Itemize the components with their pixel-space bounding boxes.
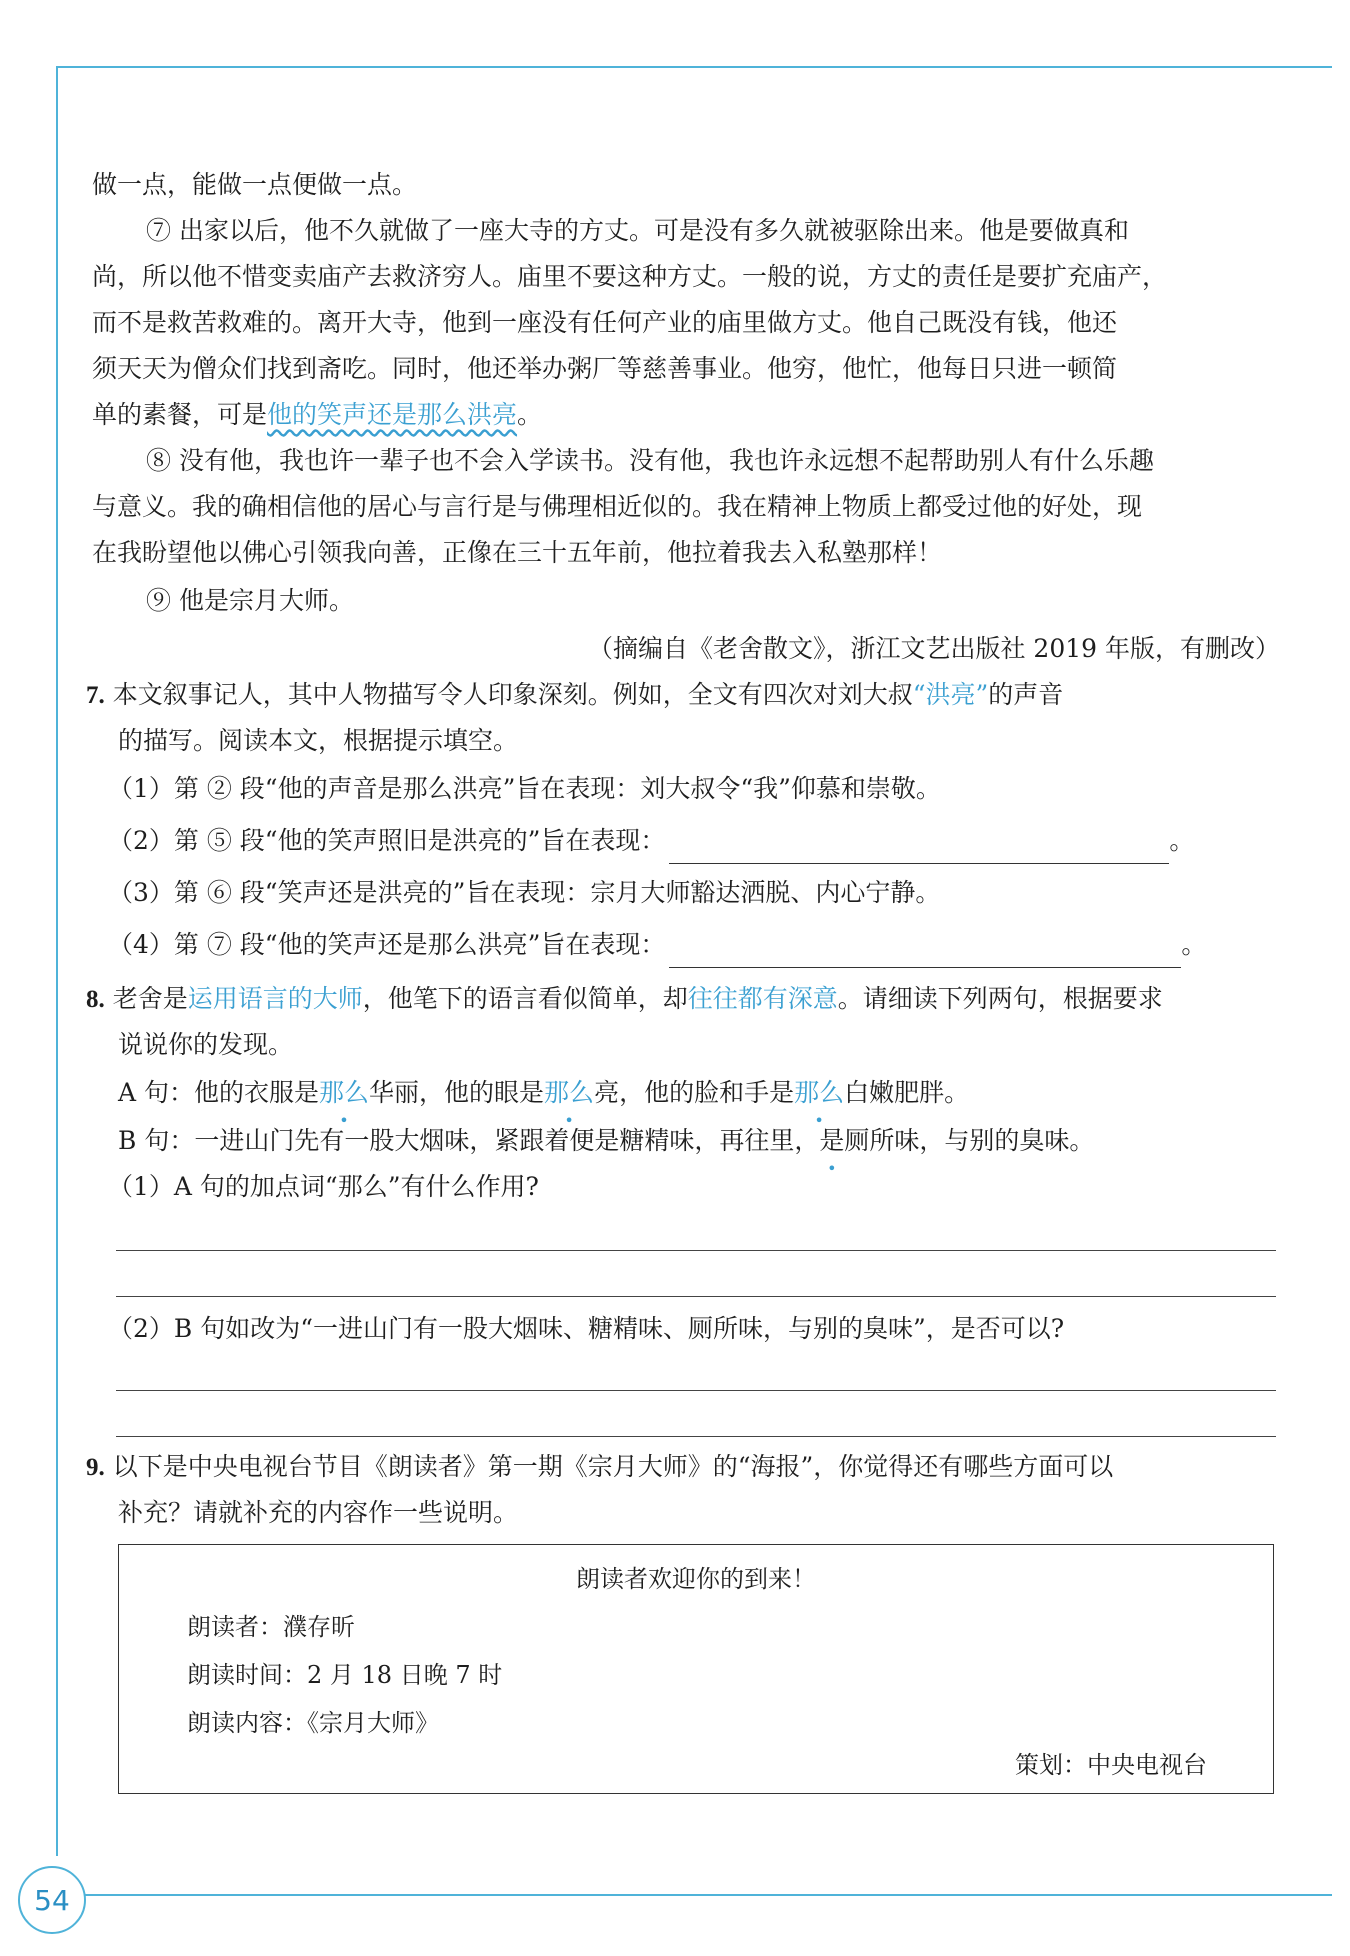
passage-continuation: 做一点，能做一点便做一点。: [92, 170, 418, 199]
question-8-sub-2: （2）B 句如改为“一进山门有一股大烟味、糖精味、厕所味，与别的臭味”，是否可以?: [108, 1314, 1065, 1343]
question-7-item-4: （4）第 ⑦ 段“他的笑声还是那么洪亮”旨在表现： 。: [108, 922, 1206, 968]
question-7-item-1: （1）第 ② 段“他的声音是那么洪亮”旨在表现：刘大叔令“我”仰慕和崇敬。: [108, 774, 941, 803]
paragraph-7-line: ⑦ 出家以后，他不久就做了一座大寺的方丈。可是没有多久就被驱除出来。他是要做真和: [146, 216, 1129, 245]
answer-blank[interactable]: [669, 837, 1169, 864]
page-frame-bottom: [80, 1894, 1332, 1896]
poster-content: 朗读内容：《宗月大师》: [187, 1709, 439, 1737]
question-9-line-2: 补充？请就补充的内容作一些说明。: [118, 1498, 519, 1527]
page-frame-left: [56, 66, 58, 1856]
poster-box: [118, 1544, 1274, 1794]
paragraph-8-line: 与意义。我的确相信他的居心与言行是与佛理相近似的。我在精神上物质上都受过他的好处，现: [92, 492, 1143, 521]
paragraph-7-line: 尚，所以他不惜变卖庙产去救济穷人。庙里不要这种方丈。一般的说，方丈的责任是要扩充庙产，: [92, 262, 1168, 291]
question-7-line-1: 7. 本文叙事记人，其中人物描写令人印象深刻。例如，全文有四次对刘大叔“洪亮”的声音: [86, 680, 1064, 709]
poster-title: 朗读者欢迎你的到来！: [576, 1565, 816, 1593]
poster-reader: 朗读者：濮存昕: [187, 1613, 355, 1641]
question-9-line-1: 9. 以下是中央电视台节目《朗读者》第一期《宗月大师》的“海报”，你觉得还有哪些方面可以: [86, 1452, 1114, 1481]
question-8-line-2: 说说你的发现。: [118, 1030, 294, 1059]
page-frame-top: [56, 66, 1332, 68]
paragraph-7-last-line: 单的素餐，可是他的笑声还是那么洪亮。: [92, 400, 543, 429]
poster-time: 朗读时间：2 月 18 日晚 7 时: [187, 1661, 503, 1689]
question-8-sub-1: （1）A 句的加点词“那么”有什么作用?: [108, 1172, 539, 1201]
question-7-item-2: （2）第 ⑤ 段“他的笑声照旧是洪亮的”旨在表现： 。: [108, 818, 1194, 864]
paragraph-8-line: ⑧ 没有他，我也许一辈子也不会入学读书。没有他，我也许永远想不起帮助别人有什么乐趣: [146, 446, 1154, 475]
answer-blank[interactable]: [669, 941, 1181, 968]
dotted-word: 是: [819, 1126, 845, 1155]
paragraph-7-line: 而不是救苦救难的。离开大寺，他到一座没有任何产业的庙里做方丈。他自己既没有钱，他还: [92, 308, 1118, 337]
paragraph-7-line: 须天天为僧众们找到斋吃。同时，他还举办粥厂等慈善事业。他穷，他忙，他每日只进一顿简: [92, 354, 1118, 383]
dotted-word: 那么: [544, 1078, 595, 1107]
paragraph-8-line: 在我盼望他以佛心引领我向善，正像在三十五年前，他拉着我去入私塾那样！: [92, 538, 943, 567]
dotted-word: 那么: [319, 1078, 370, 1107]
answer-line[interactable]: [116, 1436, 1276, 1437]
highlight-laughter: 他的笑声还是那么洪亮: [267, 400, 518, 429]
poster-planner: 策划：中央电视台: [1015, 1751, 1207, 1779]
source-citation: （摘编自《老舍散文》，浙江文艺出版社 2019 年版，有删改）: [587, 634, 1280, 663]
paragraph-9: ⑨ 他是宗月大师。: [146, 586, 354, 615]
question-7-item-3: （3）第 ⑥ 段“笑声还是洪亮的”旨在表现：宗月大师豁达洒脱、内心宁静。: [108, 878, 941, 907]
sentence-a: A 句：他的衣服是那么华丽，他的眼是那么亮，他的脸和手是那么白嫩肥胖。: [118, 1078, 970, 1107]
highlight-deep-meaning: 往往都有深意: [687, 984, 838, 1013]
highlight-language-master: 运用语言的大师: [187, 984, 363, 1013]
page-number: 54: [18, 1866, 86, 1934]
sentence-b: B 句：一进山门先有一股大烟味，紧跟着便是糖精味，再往里，是厕所味，与别的臭味。: [118, 1126, 1095, 1155]
question-8-line-1: 8. 老舍是运用语言的大师，他笔下的语言看似简单，却往往都有深意。请细读下列两句，根据要求: [86, 984, 1163, 1013]
dotted-word: 那么: [794, 1078, 845, 1107]
answer-line[interactable]: [116, 1390, 1276, 1391]
highlight-hongliang: “洪亮”: [912, 680, 989, 709]
answer-line[interactable]: [116, 1296, 1276, 1297]
question-7-line-2: 的描写。阅读本文，根据提示填空。: [118, 726, 519, 755]
answer-line[interactable]: [116, 1250, 1276, 1251]
